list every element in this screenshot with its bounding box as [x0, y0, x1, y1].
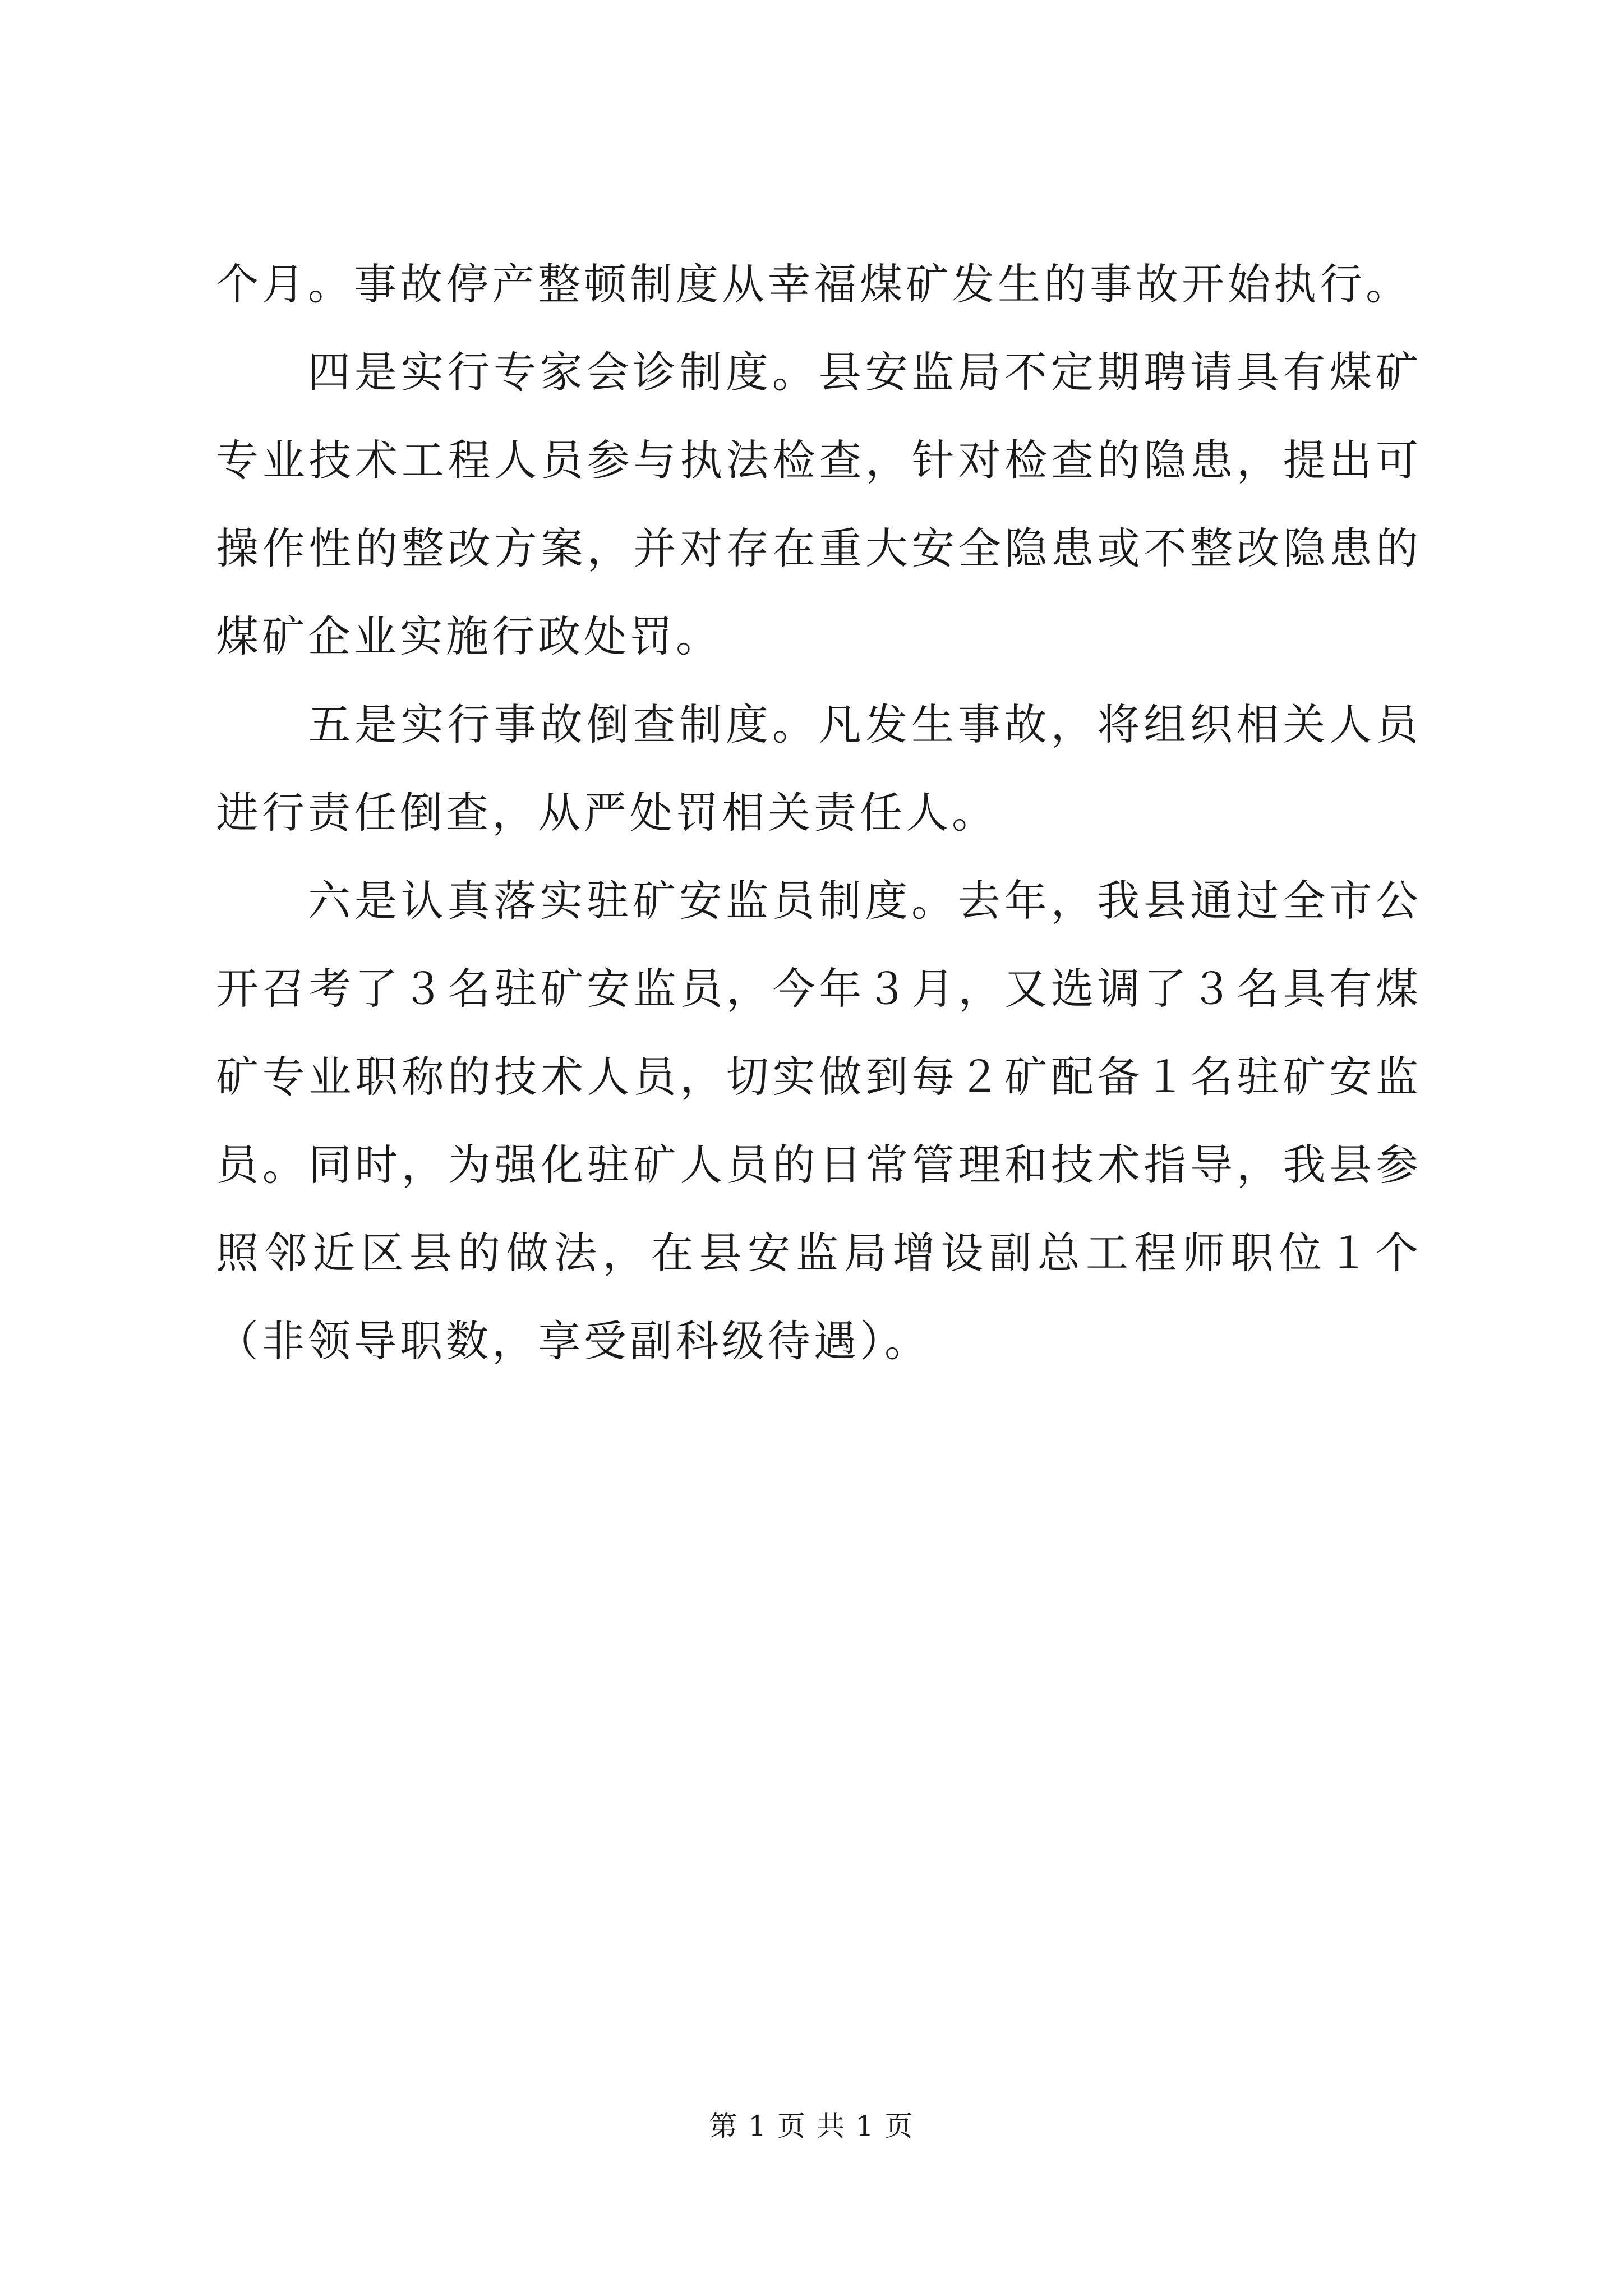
paragraph-continuation: 个月。事故停产整顿制度从幸福煤矿发生的事故开始执行。	[216, 259, 1412, 309]
paragraph-accident-review: 五是实行事故倒查制度。凡发生事故，将组织相关人员进行责任倒查，从严处罚相关责任人。	[216, 700, 1422, 838]
paragraph-expert-consultation: 四是实行专家会诊制度。县安监局不定期聘请具有煤矿专业技术工程人员参与执法检查，针对检查的隐患，提出可操作性的整改方案，并对存在重大安全隐患或不整改隐患的煤矿企业实施行政处罚。	[216, 347, 1422, 661]
paragraph-mine-inspectors: 六是认真落实驻矿安监员制度。去年，我县通过全市公开召考了３名驻矿安监员，今年３月，又选调了３名具有煤矿专业职称的技术人员，切实做到每２矿配备１名驻矿安监员。同时，为强化驻矿人员的日常管理和技术指导，我县参照邻近区县的做法，在县安监局增设副总工程师职位１个（非领导职数，享受副科级待遇）。	[216, 876, 1422, 1366]
page-number-footer: 第 1 页 共 1 页	[709, 2110, 914, 2142]
document-body	[216, 240, 1422, 1385]
